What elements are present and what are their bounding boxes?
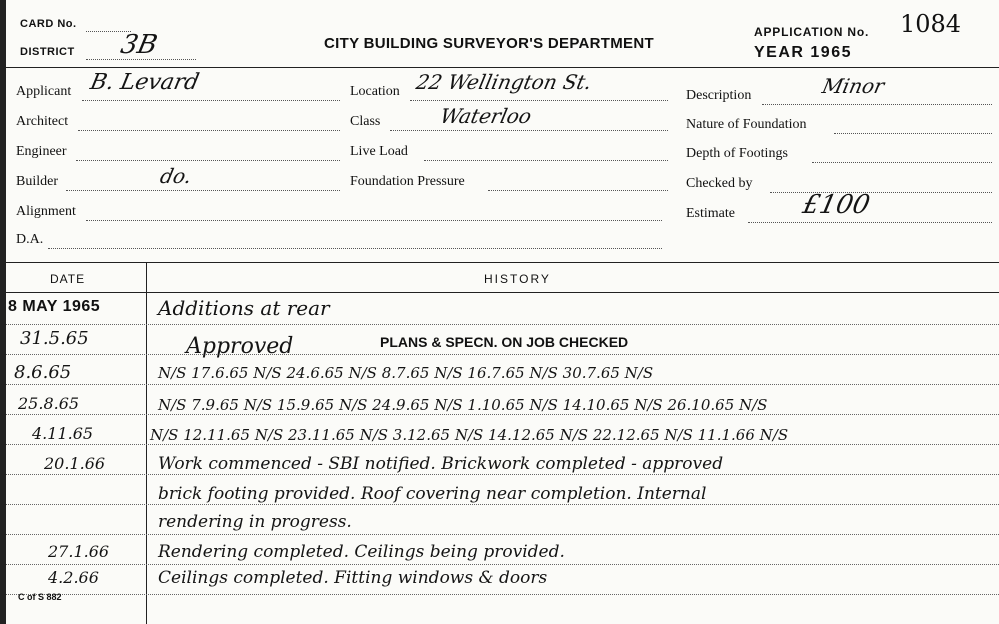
checked-stamp: PLANS & SPECN. ON JOB CHECKED	[380, 334, 629, 350]
history-column-header: HISTORY	[484, 272, 551, 286]
table-row-history: Rendering completed. Ceilings being provided.	[158, 542, 565, 562]
engineer-label: Engineer	[16, 144, 67, 159]
nature-of-foundation-label: Nature of Foundation	[686, 117, 807, 132]
location-line	[410, 100, 668, 101]
row-rule	[6, 414, 999, 415]
table-top-rule	[6, 262, 999, 263]
class-label: Class	[350, 114, 381, 129]
table-row-date: 4.11.65	[32, 424, 94, 443]
date-column-header: DATE	[50, 272, 86, 286]
table-row-history: brick footing provided. Roof covering near completion. Internal	[158, 484, 707, 504]
foundation-pressure-line	[488, 190, 668, 191]
description-line	[762, 104, 992, 105]
architect-line	[78, 130, 340, 131]
location-label: Location	[350, 84, 400, 99]
row-rule	[6, 564, 999, 565]
engineer-line	[76, 160, 340, 161]
table-header-rule	[6, 292, 999, 293]
builder-value: do.	[158, 164, 194, 188]
description-label: Description	[686, 88, 752, 103]
live-load-label: Live Load	[350, 144, 408, 159]
header-divider	[6, 67, 999, 68]
builder-line	[66, 190, 340, 191]
application-number: 1084	[900, 10, 962, 38]
row-rule	[6, 504, 999, 505]
table-row-history: Work commenced - SBI notified. Brickwork completed - approved	[158, 454, 724, 474]
table-row-date: 31.5.65	[20, 328, 89, 349]
applicant-label: Applicant	[16, 84, 72, 99]
row-rule	[6, 534, 999, 535]
applicant-line	[82, 100, 340, 101]
table-row-date: 8 MAY 1965	[8, 298, 101, 315]
location-value: 22 Wellington St.	[414, 70, 594, 94]
card-no-label: CARD No.	[20, 18, 77, 30]
description-value: Minor	[820, 74, 887, 98]
da-label: D.A.	[16, 232, 44, 247]
year-label: YEAR 1965	[754, 44, 852, 61]
table-row-date: 4.2.66	[48, 568, 99, 587]
checked-by-label: Checked by	[686, 176, 753, 191]
foundation-pressure-label: Foundation Pressure	[350, 174, 465, 189]
estimate-value: £100	[800, 190, 873, 220]
checked-by-line	[770, 192, 992, 193]
table-row-history: N/S 12.11.65 N/S 23.11.65 N/S 3.12.65 N/S 14.12.65 N/S 22.12.65 N/S 11.1.66 N/S	[150, 426, 789, 444]
table-row-history: Ceilings completed. Fitting windows & doors	[158, 568, 548, 588]
table-row-date: 25.8.65	[18, 394, 80, 413]
da-line	[48, 248, 662, 249]
table-row-history: N/S 7.9.65 N/S 15.9.65 N/S 24.9.65 N/S 1.10.65 N/S 14.10.65 N/S 26.10.65 N/S	[158, 396, 768, 414]
alignment-label: Alignment	[16, 204, 76, 219]
table-row-date: 27.1.66	[48, 542, 110, 561]
row-rule	[6, 594, 999, 595]
table-row-date: 8.6.65	[14, 362, 72, 383]
row-rule	[6, 444, 999, 445]
table-column-divider	[146, 262, 147, 624]
depth-of-footings-line	[812, 162, 992, 163]
applicant-value: B. Levard	[88, 70, 202, 95]
table-row-history: Additions at rear	[158, 296, 330, 320]
department-title: CITY BUILDING SURVEYOR'S DEPARTMENT	[324, 35, 654, 52]
estimate-line	[748, 222, 992, 223]
district-value: 3B	[118, 30, 161, 60]
live-load-line	[424, 160, 668, 161]
row-rule	[6, 324, 999, 325]
table-row-history: rendering in progress.	[158, 512, 352, 532]
builder-label: Builder	[16, 174, 58, 189]
alignment-line	[86, 220, 662, 221]
estimate-label: Estimate	[686, 206, 735, 221]
row-rule	[6, 354, 999, 355]
district-label: DISTRICT	[20, 46, 75, 58]
row-rule	[6, 384, 999, 385]
table-row-history: N/S 17.6.65 N/S 24.6.65 N/S 8.7.65 N/S 16.7.65 N/S 30.7.65 N/S	[158, 364, 654, 382]
table-row-history: Approved	[186, 334, 294, 359]
table-row-date: 20.1.66	[44, 454, 106, 473]
depth-of-footings-label: Depth of Footings	[686, 146, 788, 161]
class-line	[390, 130, 668, 131]
architect-label: Architect	[16, 114, 69, 129]
card-left-edge	[0, 0, 6, 624]
class-value: Waterloo	[438, 104, 534, 128]
row-rule	[6, 474, 999, 475]
application-label: APPLICATION No.	[754, 25, 870, 39]
nature-of-foundation-line	[834, 133, 992, 134]
form-code: C of S 882	[18, 592, 62, 602]
